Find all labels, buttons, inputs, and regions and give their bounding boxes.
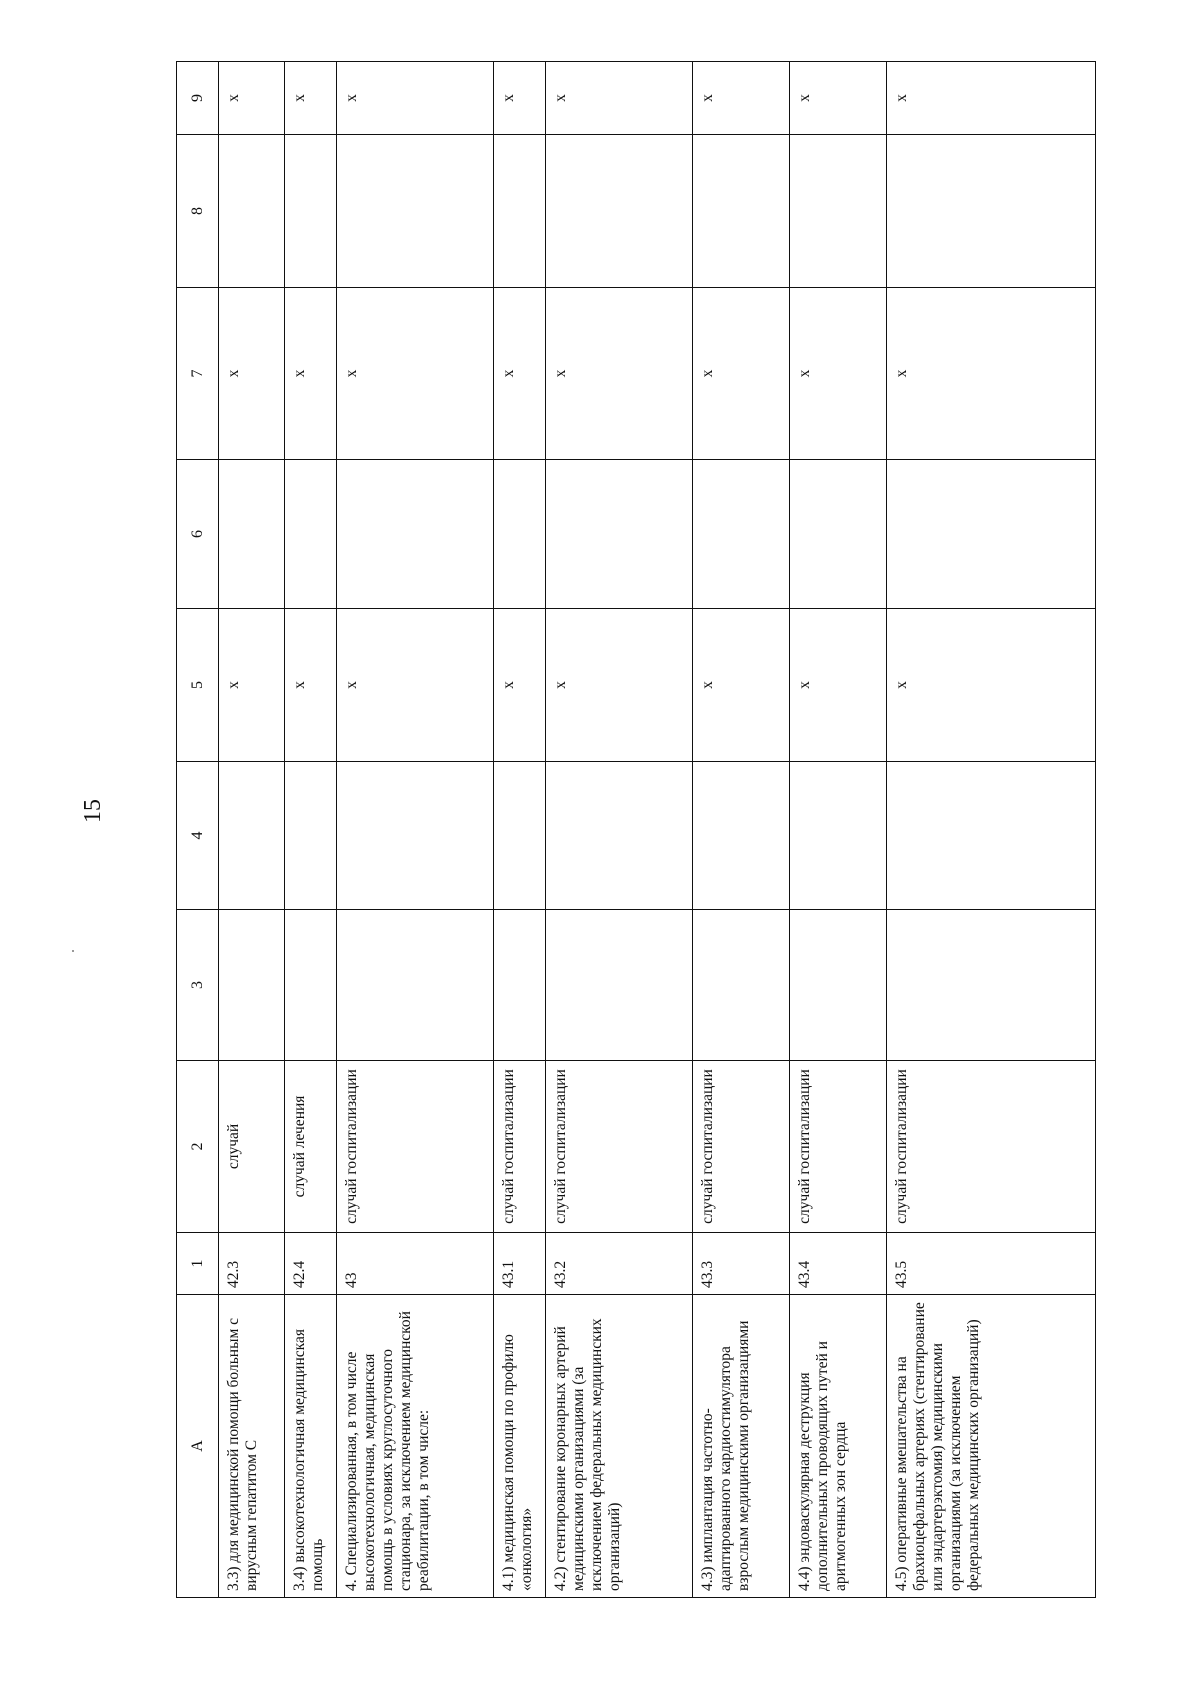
cell bbox=[693, 135, 790, 288]
cell: х bbox=[336, 288, 494, 460]
cell: х bbox=[219, 609, 285, 762]
cell bbox=[545, 762, 692, 910]
scan-speck bbox=[72, 950, 74, 952]
cell: х bbox=[285, 609, 337, 762]
cell: х bbox=[545, 62, 692, 135]
cell bbox=[285, 762, 337, 910]
cell bbox=[693, 910, 790, 1061]
column-header: 2 bbox=[177, 1061, 219, 1233]
cell: х bbox=[494, 609, 546, 762]
row-unit: случай лечения bbox=[285, 1061, 337, 1233]
cell bbox=[789, 910, 886, 1061]
cell: х bbox=[693, 609, 790, 762]
cell: х bbox=[545, 288, 692, 460]
cell bbox=[545, 910, 692, 1061]
cell bbox=[789, 762, 886, 910]
column-header: 4 bbox=[177, 762, 219, 910]
row-unit: случай госпитализации bbox=[545, 1061, 692, 1233]
row-unit: случай госпитализации bbox=[789, 1061, 886, 1233]
cell: х bbox=[789, 62, 886, 135]
cell bbox=[285, 460, 337, 609]
row-code: 43.1 bbox=[494, 1233, 546, 1295]
table-row bbox=[336, 62, 494, 1598]
cell bbox=[693, 460, 790, 609]
row-unit: случай госпитализации bbox=[886, 1061, 1095, 1233]
cell bbox=[789, 460, 886, 609]
cell bbox=[336, 460, 494, 609]
cell: х bbox=[789, 288, 886, 460]
row-name: 4.1) медицинская помощи по профилю «онкология» bbox=[494, 1295, 546, 1598]
cell: х bbox=[285, 288, 337, 460]
column-header: 7 bbox=[177, 288, 219, 460]
cell bbox=[886, 762, 1095, 910]
cell bbox=[336, 910, 494, 1061]
cell bbox=[494, 135, 546, 288]
column-header: 9 bbox=[177, 62, 219, 135]
cell bbox=[219, 135, 285, 288]
column-header: А bbox=[177, 1295, 219, 1598]
row-name: 4. Специализированная, в том числе высокотехнологичная, медицинская помощь в условиях круглосуточного стационара, за исключением медицинской реабилитации, в том числе: bbox=[336, 1295, 494, 1598]
cell: х bbox=[886, 62, 1095, 135]
header-row bbox=[177, 62, 219, 1598]
table-row bbox=[545, 62, 692, 1598]
cell: х bbox=[886, 288, 1095, 460]
row-unit: случай bbox=[219, 1061, 285, 1233]
row-code: 43 bbox=[336, 1233, 494, 1295]
cell: х bbox=[545, 609, 692, 762]
cell: х bbox=[693, 62, 790, 135]
column-header: 3 bbox=[177, 910, 219, 1061]
row-name: 3.3) для медицинской помощи больным с вирусным гепатитом С bbox=[219, 1295, 285, 1598]
cell: х bbox=[285, 62, 337, 135]
row-code: 43.5 bbox=[886, 1233, 1095, 1295]
cell bbox=[494, 910, 546, 1061]
data-table bbox=[176, 61, 1096, 1598]
cell bbox=[219, 910, 285, 1061]
row-unit: случай госпитализации bbox=[494, 1061, 546, 1233]
page-number: 15 bbox=[80, 799, 106, 823]
row-unit: случай госпитализации bbox=[693, 1061, 790, 1233]
cell bbox=[336, 762, 494, 910]
cell bbox=[285, 910, 337, 1061]
column-header: 8 bbox=[177, 135, 219, 288]
cell: х bbox=[789, 609, 886, 762]
cell: х bbox=[693, 288, 790, 460]
cell: х bbox=[336, 609, 494, 762]
cell bbox=[285, 135, 337, 288]
column-header: 5 bbox=[177, 609, 219, 762]
table-row bbox=[789, 62, 886, 1598]
cell bbox=[886, 135, 1095, 288]
table-row bbox=[886, 62, 1095, 1598]
cell: х bbox=[336, 62, 494, 135]
cell bbox=[494, 762, 546, 910]
cell bbox=[789, 135, 886, 288]
cell bbox=[886, 460, 1095, 609]
cell bbox=[494, 460, 546, 609]
row-name: 4.4) эндоваскулярная деструкция дополнительных проводящих путей и аритмогенных зон сердца bbox=[789, 1295, 886, 1598]
column-header: 6 bbox=[177, 460, 219, 609]
row-code: 43.2 bbox=[545, 1233, 692, 1295]
row-name: 4.3) имплантация частотно-адаптированного кардиостимулятора взрослым медицинскими организациями bbox=[693, 1295, 790, 1598]
table-row bbox=[285, 62, 337, 1598]
cell bbox=[336, 135, 494, 288]
cell bbox=[219, 460, 285, 609]
table-row bbox=[693, 62, 790, 1598]
cell bbox=[219, 762, 285, 910]
row-unit: случай госпитализации bbox=[336, 1061, 494, 1233]
column-header: 1 bbox=[177, 1233, 219, 1295]
row-code: 42.3 bbox=[219, 1233, 285, 1295]
table-row bbox=[219, 62, 285, 1598]
cell bbox=[693, 762, 790, 910]
row-name: 4.5) оперативные вмешательства на брахиоцефальных артериях (стентирование или эндартерэктомия) медицинскими организациями (за исключением федеральных медицинских организаций) bbox=[886, 1295, 1095, 1598]
cell: х bbox=[494, 62, 546, 135]
row-code: 42.4 bbox=[285, 1233, 337, 1295]
row-name: 3.4) высокотехнологичная медицинская помощь bbox=[285, 1295, 337, 1598]
row-code: 43.4 bbox=[789, 1233, 886, 1295]
rotated-table-wrapper bbox=[176, 62, 1096, 1598]
cell bbox=[545, 135, 692, 288]
row-name: 4.2) стентирование коронарных артерий медицинскими организациями (за исключением федеральных медицинских организаций) bbox=[545, 1295, 692, 1598]
cell: х bbox=[219, 62, 285, 135]
table-row bbox=[494, 62, 546, 1598]
cell bbox=[545, 460, 692, 609]
cell: х bbox=[494, 288, 546, 460]
cell: х bbox=[886, 609, 1095, 762]
cell: х bbox=[219, 288, 285, 460]
cell bbox=[886, 910, 1095, 1061]
row-code: 43.3 bbox=[693, 1233, 790, 1295]
